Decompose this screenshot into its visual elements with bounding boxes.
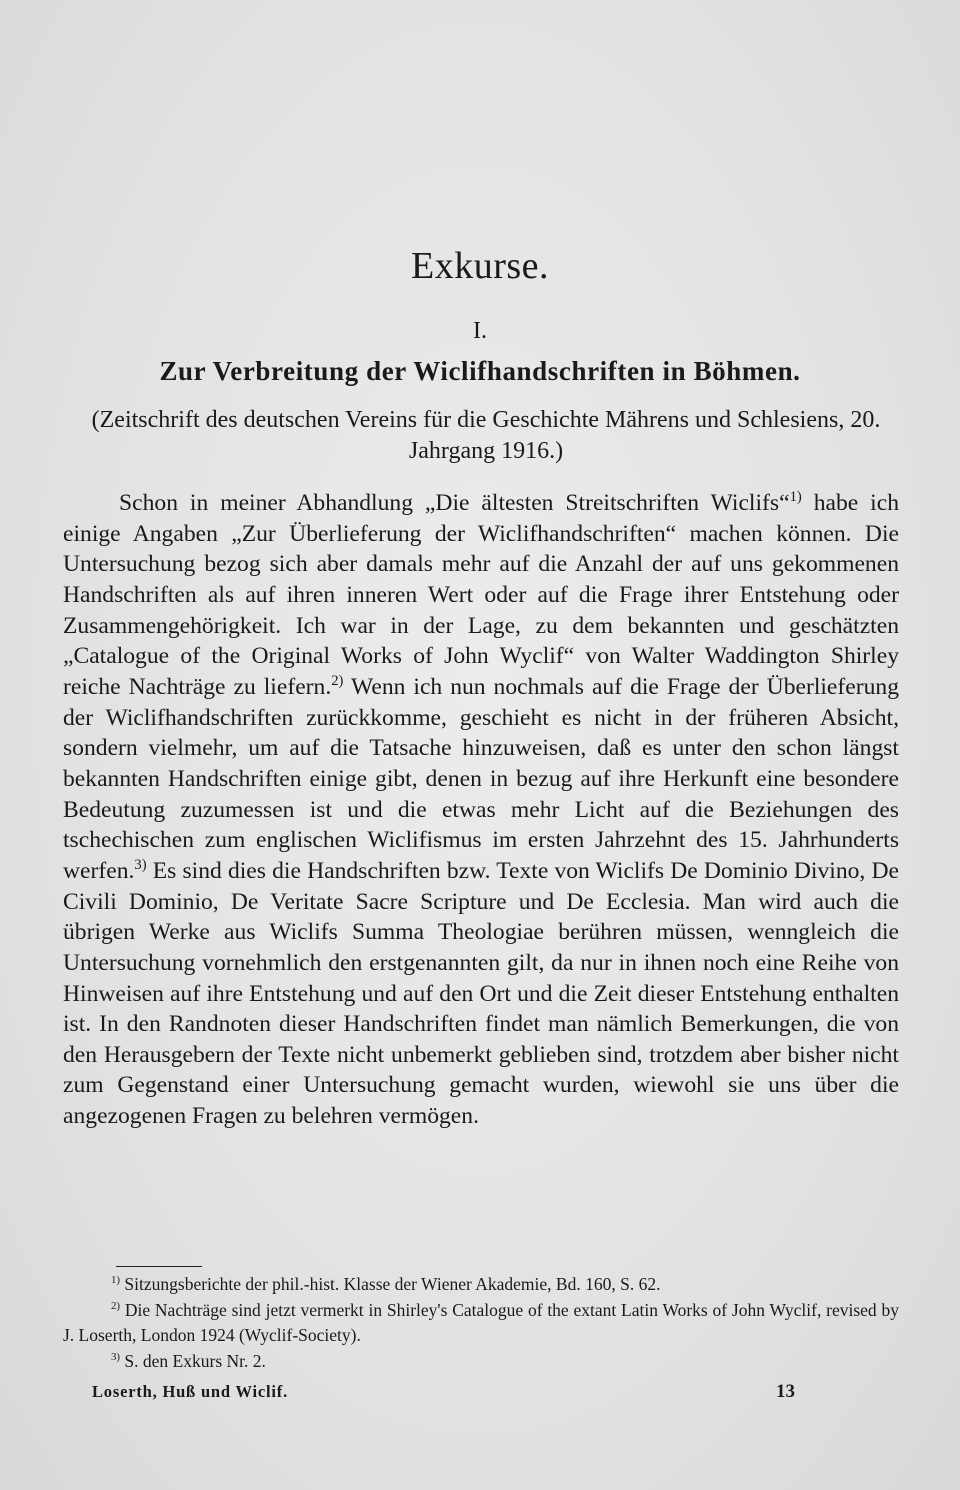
footnote-text: Die Nachträge sind jetzt vermerkt in Shirley's Catalogue of the extant Latin Works of John Wyclif, revised by J. Loserth, London 1924 (Wyclif-Society).: [63, 1299, 899, 1345]
footnote-1: [63, 1272, 899, 1298]
section-title: Zur Verbreitung der Wiclifhandschriften in Böhmen.: [159, 356, 801, 386]
footnote-mark: 3): [111, 1350, 121, 1363]
page-number: 13: [776, 1381, 795, 1402]
footnote-ref-3: 3): [134, 857, 147, 874]
footnote-mark: 1): [111, 1274, 121, 1287]
footnote-2: [63, 1298, 899, 1349]
section-number: I.: [473, 318, 487, 344]
footnote-mark: 2): [111, 1299, 121, 1312]
footnote-text: Sitzungsberichte der phil.-hist. Klasse der Wiener Akademie, Bd. 160, S. 62.: [120, 1274, 661, 1294]
body-text-part-3: Wenn ich nun nochmals auf die Frage der Überlieferung der Wiclifhandschriften zurückkomme, geschieht es nicht in der früheren Absicht, sondern vielmehr, um auf die Tatsache hinzuweisen, daß es unter den schon längst bekannten Handschriften einige gibt, denen in bezug auf ihre Herkunft eine besondere Bedeutung zuzumessen ist und die etwas mehr Licht auf die Beziehungen des tschechischen zum englischen Wiclifismus im ersten Jahrzehnt des 15. Jahrhunderts werfen.: [63, 673, 899, 884]
signature-line: Loserth, Huß und Wiclif.: [92, 1382, 289, 1401]
footnote-divider: [116, 1266, 202, 1267]
body-paragraph: [63, 488, 899, 1132]
footnote-text: S. den Exkurs Nr. 2.: [120, 1350, 266, 1371]
chapter-heading: Exkurse.: [410, 245, 550, 287]
body-text-part-4: Es sind dies die Handschriften bzw. Texte von Wiclifs De Dominio Divino, De Civili Dominio, De Veritate Sacre Scripture und De Ecclesia. Man wird auch die übrigen Werke aus Wiclifs Summa Theologiae berühren müssen, wenngleich die Untersuchung vornehmlich den erstgenannten gilt, da nur in ihnen noch eine Reihe von Hinweisen auf ihre Entstehung und auf den Ort und die Zeit dieser Entstehung enthalten ist. In den Randnoten dieser Handschriften findet man nämlich Bemerkungen, die von den Herausgebern der Texte nicht unbemerkt geblieben sind, trotzdem aber bisher nicht zum Gegenstand einer Untersuchung gemacht wurden, wiewohl sie uns über die angezogenen Fragen zu belehren vermögen.: [63, 857, 899, 1130]
footnotes: [63, 1272, 899, 1374]
body-text-part-1: Schon in meiner Abhandlung „Die ältesten Streitschriften Wiclifs“: [119, 490, 790, 516]
footnote-ref-1: 1): [789, 489, 802, 506]
source-citation: (Zeitschrift des deutschen Vereins für die Geschichte Mährens und Schlesiens, 20. Jahrgang 1916.): [91, 407, 881, 464]
footnote-3: [63, 1349, 899, 1375]
footnote-ref-2: 2): [331, 673, 344, 690]
body-text-part-2: habe ich einige Angaben „Zur Überlieferung der Wiclifhandschriften“ machen können. Die Untersuchung bezog sich aber damals mehr auf die Anzahl der auf uns gekommenen Handschriften als auf ihren inneren Wert oder auf die Frage ihrer Entstehung oder Zusammengehörigkeit. Ich war in der Lage, zu dem bekannten und geschätzten „Catalogue of the Original Works of John Wyclif“ von Walter Waddington Shirley reiche Nachträge zu liefern.: [63, 490, 899, 700]
